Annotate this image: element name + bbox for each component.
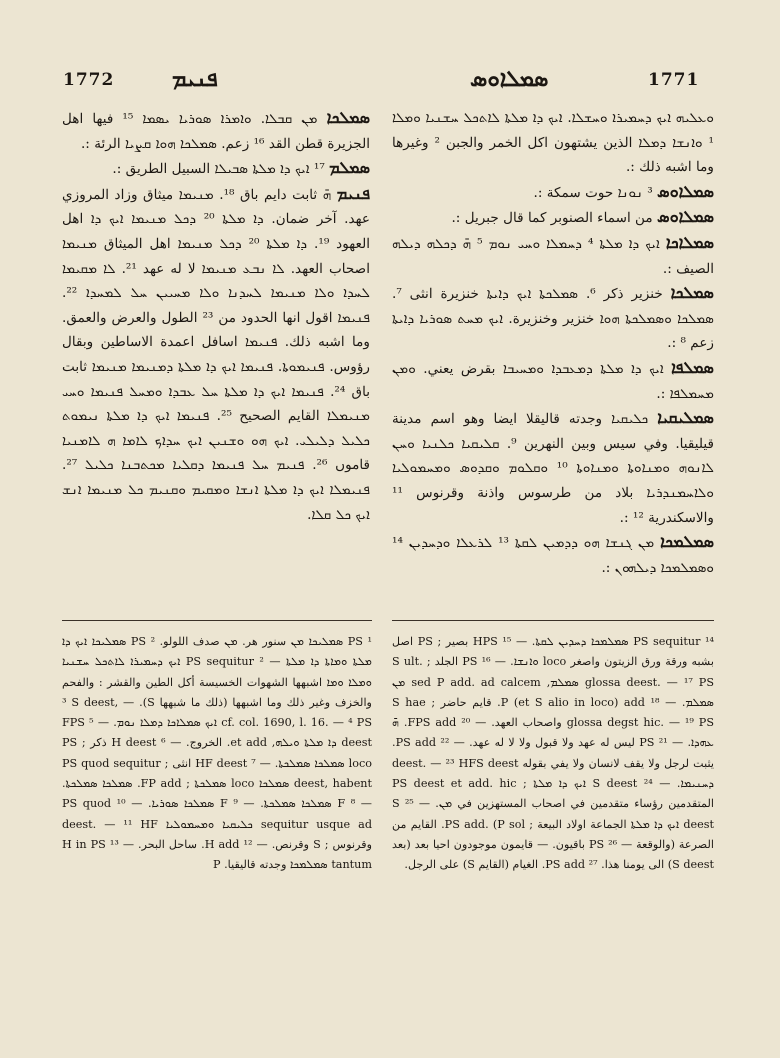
page-header (0, 66, 780, 104)
dictionary-entry (62, 156, 370, 182)
entry-headword: ܣܡܠܦܐ (671, 357, 714, 377)
dictionary-entry (392, 180, 714, 206)
entry-headword: ܣܡܠܡ (329, 158, 370, 178)
dictionary-entry (392, 530, 714, 580)
dictionary-entry (392, 356, 714, 406)
entry-text: ³ ܢܘܢܐ حوت سمكة :. (533, 184, 653, 201)
dictionary-entry (392, 231, 714, 281)
entry-headword: ܣܡܠܐܘܣ (657, 181, 714, 201)
page-number-right: 1771 (648, 70, 700, 90)
dictionary-entry (392, 281, 714, 356)
footnote-rule-right (392, 620, 714, 621)
entry-text: ܡܢ ܓܢܫܐ ܗܘ ܕܕܡܝܢ ܠܩܬܐ ¹³ ܠܪܥܠܐ ܘܕܚܕܝܢ ¹⁴ ܘܣܡܠܡܟܐ ܕܝܠܗܘܢ :. (392, 535, 714, 576)
entry-text: ܡܢ ܩܒܠܐ. ܘܐܡܪܐ ܣܘܪܝܐ ܝܣܡܐ ¹⁵ فيها اهل الجزيرة قطن القد ¹⁶ زعم. ܣܡܠܟܐ ܗܘܐ ܩܨܝܐ الرئة :. (62, 111, 370, 152)
footnotes-left (62, 632, 372, 876)
dictionary-entry (392, 406, 714, 530)
running-headword-left: ܦܢܝܡ (172, 66, 218, 92)
right-column-entries (392, 106, 714, 580)
entry-headword: ܣܡܠܐܘܣ (657, 207, 714, 227)
entry-text: ܟܠܝܩܝܐ وجدته قاليقلا ايضا وهو اسم مدينة قيليقيا. وفي سيس وبين النهرين ⁹. ܩܠܝܩܝܐ ܟܠܢܝܐ ܘܚܢ ܠܐܢܘܗ ܘܡܢܐܘܬܐ ܘܡܢܐܘܬܐ ¹⁰ ܘܩܠܘܡ ܘܩܕܘܣ ܘܡܚܡܘܠܝܐ ܘܠܐܚܡܢܕܪܝܐ بلاد من طرسوس واذنة وقرنوس ¹¹ والاسكندرية ¹² :. (392, 411, 714, 526)
page-number-left: 1772 (63, 70, 115, 90)
entry-headword: ܣܡܠܟܐ (326, 108, 370, 127)
entry-text: ܐܝܟ ܕܐ ܡܠܬܐ ⁴ ܕܚܡܠܐ ܘܚܝ ܢܘܡ ⁵ ܗ̄ ܕܟܠܗ ܕܝܠܗ الصيف :. (392, 235, 714, 277)
entry-text: من اسماء الصنوبر كما قال جبريل :. (451, 210, 653, 227)
entry-headword: ܦܢܝܡ (336, 183, 370, 203)
dictionary-entry (392, 106, 714, 180)
entry-text: ܐܝܟ ܕܐ ܡܠܬܐ ܕܡܥܒܕܐ ܘܡܚܝܒܐ بقرض يعني. ܘܡܢ ܡܚܡܠܦܐ :. (392, 360, 714, 402)
entry-text: خنزير ذكر ⁶. ܣܡܠܟܬܐ ܐܝܟ ܕܐܝܬܐ خنزيرة انثى ⁷. ܣܡܠܟܐ ܘܣܡܠܟܬܐ ܗܘܐ خنزير وخنزيرة. ܐܝܟ ܡܚܬ ܣܘܪܝܐ ܕܐܝܬܐ زعم ⁸ :. (392, 286, 714, 352)
left-column-entries (62, 106, 370, 527)
footnotes-left-text: ¹ PS ܣܡܠܝܟܐ ܡܢ سنور هر. ܡܢ صدف اللولو. ² PS ܣܡܠܝܟܐ ܐܝܟ ܕܐ ܡܠܬܐ ܘܡܐܬܐ ܕܐ ܡܠܬܐ — ² PS sequitur ܐܝܟ ܕܚܡܝܪܐ ܠܐܬܟܠ ܚܫܢܝܐ ܘܡܠܐ ܘܡܐ اشبهها الشهوات الخسيسة أكل الطين والقشر : والفحم والخزف وغير ذلك وما اشبهها (ذلك ما شبهها S). — ³ S deest, cf. col. 1690, l. 16. — ⁴ PS ܐܝܟ ܣܡܠܐܟܐ ܕܡܠܐ ܢܘܡ. — ⁵ FPS deest ܕܐ ܡܠܬܐ ܘܝܠܗ, et add. الخروج. — ⁶ H deest ذكر ; PS loco ܣܡܠܟܐ ܣܡܠܟܬܐ. — ⁷ HF deest انثى ; PS quod sequitur deest, habent ܣܡܠܟܐ loco ܣܡܠܟܬܐ ; FP add. ܣܡܠܟܐ ܣܡܠܟܬܐ. — ⁸ F ܣܡܠܟܐ ܣܡܠܟܬܐ. — ⁹ F ܣܡܠܟܐ ܣܘܪܝܐ. — ¹⁰ PS quod sequitur usque ad ܟܠܝܩܝܐ ܘܡܚܡܘܠܝܐ deest. — ¹¹ HF وقرنوس ; S وقرنص. — ¹² H add. ساحل البحر. — ¹³ H in PS tantum ܣܡܠܡܟܐ وجدته قاليقيا. P (62, 635, 373, 872)
dictionary-entry (62, 106, 370, 156)
entry-text: ¹⁷ ܐܝܟ ܕܐ ܡܠܬܐ ܣܒܝܠܐ السبيل الطريق :. (112, 161, 325, 178)
dictionary-entry (392, 205, 714, 231)
entry-headword: ܣܡܠܡܟܐ (660, 532, 714, 552)
entry-headword: ܣܡܠܐܟܐ (665, 232, 715, 252)
entry-text: ܗ̄ ثابت دايم باق ¹⁸. ܡܢܝܡܐ ميثاق وزاد المروزي عهد. آخر ضمان. ܕܐ ܡܠܬܐ ²⁰ ܕܟܠ ܡܢܝܡܐ ܐܝܟ ܕܐ اهل العهود ¹⁹. ܕܐ ܡܠܬܐ ²⁰ ܕܟܠ ܡܢܝܡܐ اهل الميثاق ܡܢܝܡܐ اصحاب العهد. ܠܐ ܢܒܥ ܡܢܝܡܐ لا له عهد ²¹. ܠܐ ܡܩܝܡܐ ܠܚܕܐ ܘܠܐ ܡܢܝܡܐ ܠܚܕܢܐ ܘܠܐ ܡܚܝܝܢ ܚܠ ܠܡܚܕܐ ²². ܦܢܝܡܐ اقول انها الحدود من ²³ الطول والعرض والعمق. وما اشبه ذلك. ܦܢܝܡܐ اسافل اعمدة الاساطين وبقال رؤوس. ܦܢܝܡܘܬܐ. ܦܢܝܡܐ ܐܝܟ ܕܐ ܡܠܬܐ ܕܡܢܝܡܐ ܡܢܝܡܐ ثابت باق ²⁴. ܦܢܝܡܐ ܐܝܟ ܕܐ ܡܠܬܐ ܚܠ ܥܒܕܐ ܘܡܚܠ ܦܢܝܡܐ ܘܚܝ ܡܢܝܡܠܐ القايم الصحيح ²⁵. ܦܢܝܡܐ ܐܝܟ ܕܐ ܡܠܬܐ ܢܝܡܘܬ ܟܠܝܠ ܕܠܝܠܝ. ܐܝܟ ܗܘ ܘܫܢܝܢ ܐܝܟ ܚܕܐܟ ܠܐܡܐ ܗ ܠܐܡܢܝܐ قاموں ²⁶. ܦܢܝܡ ܚܠ ܦܢܝܡܐ ܕܩܠܝܐ ܡܟܬܒܢܐ ܟܠܝܠ ²⁷. ܦܢܝܡܠܐ ܐܝܟ ܕܐ ܡܠܬܐ ܐܢܫܐ ܘܡܩܝܡ ܘܩܢܝܡ ܟܠ ܡܢܝܡܐ ܐܢܫ ܐܝܟ ܟܠ ܩܠܐ. (62, 186, 371, 523)
footnotes-right (392, 632, 714, 876)
footnotes-right-text: ¹⁴ PS sequitur ܣܡܠܡܟܐ ܕܚܕܝܢ ܠܩܬܐ. — ¹⁵ HPS بصير ; PS اصل بشبه ورقة ورق الزيتون واصغر loco ܘܐܢܫܐ. — ¹⁶ PS الجلد ; S ult. glossa deest. — ¹⁷ PS ܣܡܠܡ, sed P add. ad calcem ܡܢ ܣܡܠܡ. — ¹⁸ P (et S alio in loco) add. قايم حاضر ; S hae glossa degst hic. — ¹⁹ PS واصحاب العهد. — ²⁰ FPS add. ܗ̄ ܥܗܕܐ. — ²¹ PS ليس له عهد ولا قبول ولا لا له عهد. — ²² PS add. يثبت لرجل ولا يقف لانسان ولا يفي بقوله deest. — ²³ HFS deest ܕܚܢܝܡܐ. — ²⁴ S deest ܐܝܟ ܕܐ ܡܠܬܐ ; PS deest et add. hic المتقدمين رؤساء متقدمين في اصحاب المستهزين في ܡܢ. — ²⁵ S deest ܐܝܟ ܕܐ ܡܠܬܐ الجماعة اولاد البيعة ; PS add. (P sol. القايم من الصرعة (والوقعة — ²⁶ PS باقيون. — قايمون موجودون احيا بعد (بعد S deest) الى يومنا هذا. ²⁷ PS add. الغيام (القايم S) على الرجل. (392, 635, 715, 872)
entry-headword: ܣܡܠܝܩܝܐ (657, 408, 714, 428)
running-headword-right: ܣܡܠܐܘܣ (470, 66, 549, 92)
entry-headword: ܣܡܠܟܐ (670, 283, 714, 303)
dictionary-entry (62, 182, 370, 527)
footnote-rule-left (62, 620, 372, 621)
entry-text: ܘܥܠܝܗ ܐܝܟ ܕܚܡܝܪܐ ܘܚܫܠܐ. ܐܝܟ ܕܐ ܡܠܬܐ ܠܐܬܟܠ ܚܫܢܝܐ ܘܡܠܐ ¹ ܘܐܢܫܐ ܕܡܠܐ الذين يشتهون اكل الخمر والجبن ² وغيرها وما اشبه ذلك :. (392, 110, 714, 176)
